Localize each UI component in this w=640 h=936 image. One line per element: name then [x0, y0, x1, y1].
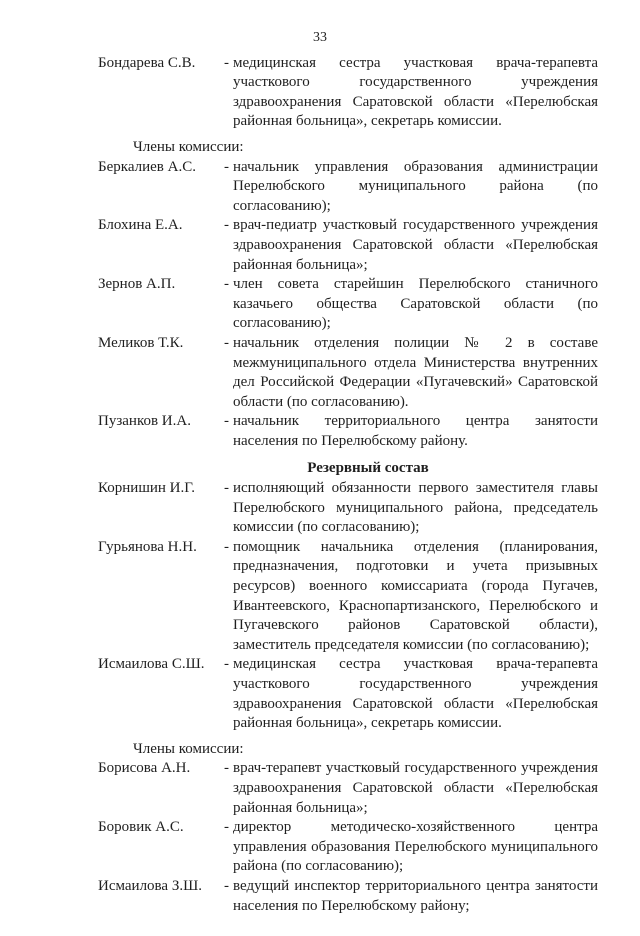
- list-item: [98, 655, 598, 733]
- member-description: медицинская сестра участковая врача-терапевта участкового государственного учреждения здравоохранения Саратовской области «Перелюбская районная больница», секретарь комиссии.: [233, 54, 598, 130]
- member-description: начальник территориального центра занятости населения по Перелюбскому району.: [233, 413, 598, 449]
- member-description: член совета старейшин Перелюбского станичного казачьего общества Саратовской области (по согласованию);: [233, 276, 598, 332]
- group-label: Члены комиссии:: [133, 138, 244, 155]
- list-item: [98, 54, 598, 132]
- member-description: медицинская сестра участковая врача-терапевта участкового государственного учреждения здравоохранения Саратовской области «Перелюбская районная больница», секретарь комиссии.: [233, 656, 598, 732]
- member-name: Меликов Т.К.: [98, 334, 184, 351]
- list-item: [98, 334, 598, 412]
- member-name: Борисова А.Н.: [98, 760, 191, 777]
- list-item: [98, 216, 598, 275]
- member-name: Боровик А.С.: [98, 819, 184, 836]
- dash: -: [224, 877, 229, 894]
- member-name: Гурьянова Н.Н.: [98, 538, 197, 555]
- member-name: Пузанков И.А.: [98, 413, 191, 430]
- section-title: Резервный состав: [307, 460, 429, 477]
- list-item: [98, 818, 598, 877]
- member-description: врач-терапевт участковый государственного учреждения здравоохранения Саратовской области «Перелюбская районная больница»;: [233, 760, 598, 816]
- member-name: Исмаилова З.Ш.: [98, 877, 202, 894]
- list-item: [98, 759, 598, 818]
- list-item: [98, 275, 598, 334]
- member-description: ведущий инспектор территориального центра занятости населения по Перелюбскому району;: [233, 877, 598, 914]
- member-description: помощник начальника отделения (планирования, предназначения, подготовки и учета призывных ресурсов) военного комиссариата (города Пугачев, Ивантеевского, Краснопартизанского, Перелюбского и Пугачевского районов Саратовской области), заместитель председателя комиссии (по согласованию);: [233, 538, 598, 653]
- member-description: начальник отделения полиции № 2 в составе межмуниципального отдела Министерства внутренних дел Российской Федерации «Пугачевский» Саратовской области (по согласованию).: [233, 334, 598, 410]
- member-description: исполняющий обязанности первого заместителя главы Перелюбского муниципального района, председатель комиссии (по согласованию);: [233, 480, 598, 536]
- main-secretary-block: [98, 54, 598, 132]
- spacer: [98, 451, 598, 457]
- list-item: [98, 158, 598, 217]
- dash: -: [224, 538, 229, 555]
- dash: -: [224, 760, 229, 777]
- page-number: 33: [313, 30, 327, 45]
- member-name: Блохина Е.А.: [98, 217, 183, 234]
- group-label: Члены комиссии:: [133, 740, 244, 757]
- member-name: Беркалиев А.С.: [98, 158, 196, 175]
- dash: -: [224, 54, 229, 71]
- member-name: Исмаилова С.Ш.: [98, 656, 205, 673]
- main-members-block: [98, 138, 598, 452]
- member-name: Зернов А.П.: [98, 276, 176, 293]
- list-item: [98, 877, 598, 916]
- member-description: директор методическо-хозяйственного центра управления образования Перелюбского муниципального района (по согласованию);: [233, 819, 598, 875]
- dash: -: [224, 480, 229, 497]
- reserve-members-block: [98, 740, 598, 916]
- member-description: начальник управления образования администрации Перелюбского муниципального района (по согласованию);: [233, 158, 598, 214]
- dash: -: [224, 276, 229, 293]
- dash: -: [224, 819, 229, 836]
- dash: -: [224, 217, 229, 234]
- member-name: Бондарева С.В.: [98, 54, 196, 71]
- reserve-block: [98, 459, 598, 733]
- member-description: врач-педиатр участковый государственного учреждения здравоохранения Саратовской области «Перелюбская районная больница»;: [233, 217, 598, 273]
- list-item: [98, 479, 598, 538]
- dash: -: [224, 413, 229, 430]
- dash: -: [224, 334, 229, 351]
- dash: -: [224, 158, 229, 175]
- dash: -: [224, 656, 229, 673]
- member-name: Корнишин И.Г.: [98, 480, 195, 497]
- list-item: [98, 538, 598, 656]
- list-item: [98, 412, 598, 451]
